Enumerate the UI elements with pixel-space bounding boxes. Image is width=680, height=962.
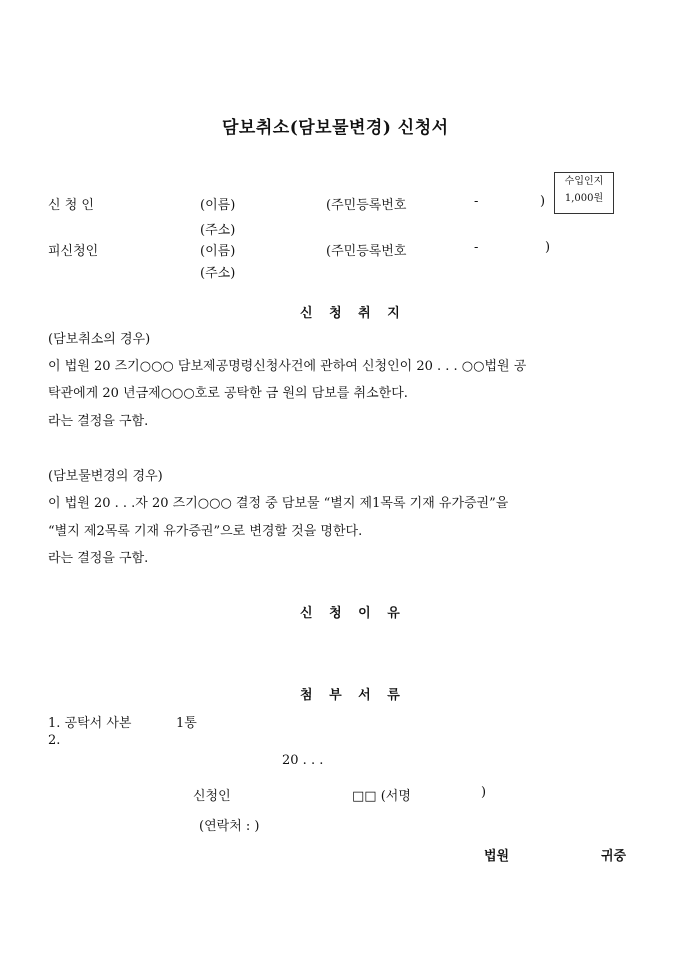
revenue-stamp-box — [554, 172, 614, 214]
court-name: 법원 — [484, 849, 510, 864]
attachment-item-1: 1. 공탁서 사본 — [48, 716, 132, 731]
reason-heading: 신 청 이 유 — [300, 606, 406, 621]
addressee: 귀중 — [601, 849, 627, 864]
respondent-reg-no-dash: - — [474, 240, 479, 255]
respondent-label: 피신청인 — [48, 244, 99, 259]
respondent-reg-no-label: (주민등록번호 — [326, 244, 407, 259]
applicant-reg-no-close: ) — [540, 194, 546, 209]
applicant-address-label: (주소) — [200, 223, 236, 238]
case2-line2: “별지 제2목록 기재 유가증권”으로 변경할 것을 명한다. — [48, 524, 363, 539]
applicant-reg-no-label: (주민등록번호 — [326, 198, 407, 213]
document-title: 담보취소(담보물변경) 신청서 — [222, 118, 449, 138]
case1-line1: 이 법원 20 즈기○○○ 담보제공명령신청사건에 관하여 신청인이 20 . . . ○○법원 공 — [48, 359, 527, 374]
case1-line2: 탁관에게 20 년금제○○○호로 공탁한 금 원의 담보를 취소한다. — [48, 386, 408, 401]
case1-line3: 라는 결정을 구함. — [48, 414, 149, 429]
attachment-item-2: 2. — [48, 733, 61, 748]
case2-line1: 이 법원 20 . . .자 20 즈기○○○ 결정 중 담보물 “별지 제1목록 기재 유가증권”을 — [48, 496, 509, 511]
case1-heading: (담보취소의 경우) — [48, 332, 151, 347]
signature-seal: □□ (서명 — [352, 789, 411, 804]
applicant-name-label: (이름) — [200, 198, 236, 213]
stamp-amount: 1,000원 — [564, 193, 604, 204]
applicant-reg-no-dash: - — [474, 194, 479, 209]
date-line: 20 . . . — [282, 753, 324, 768]
applicant-label: 신 청 인 — [48, 198, 94, 213]
case2-line3: 라는 결정을 구함. — [48, 551, 149, 566]
contact-line: (연락처 : ) — [199, 819, 260, 834]
stamp-label: 수입인지 — [564, 176, 604, 187]
attachment-item-1-qty: 1통 — [176, 716, 197, 731]
attachments-heading: 첨 부 서 류 — [300, 688, 406, 703]
footer-applicant-label: 신청인 — [193, 789, 231, 804]
respondent-address-label: (주소) — [200, 266, 236, 281]
respondent-name-label: (이름) — [200, 244, 236, 259]
respondent-reg-no-close: ) — [545, 240, 551, 255]
purpose-heading: 신 청 취 지 — [300, 306, 406, 321]
case2-heading: (담보물변경의 경우) — [48, 469, 163, 484]
signature-close: ) — [481, 785, 487, 800]
